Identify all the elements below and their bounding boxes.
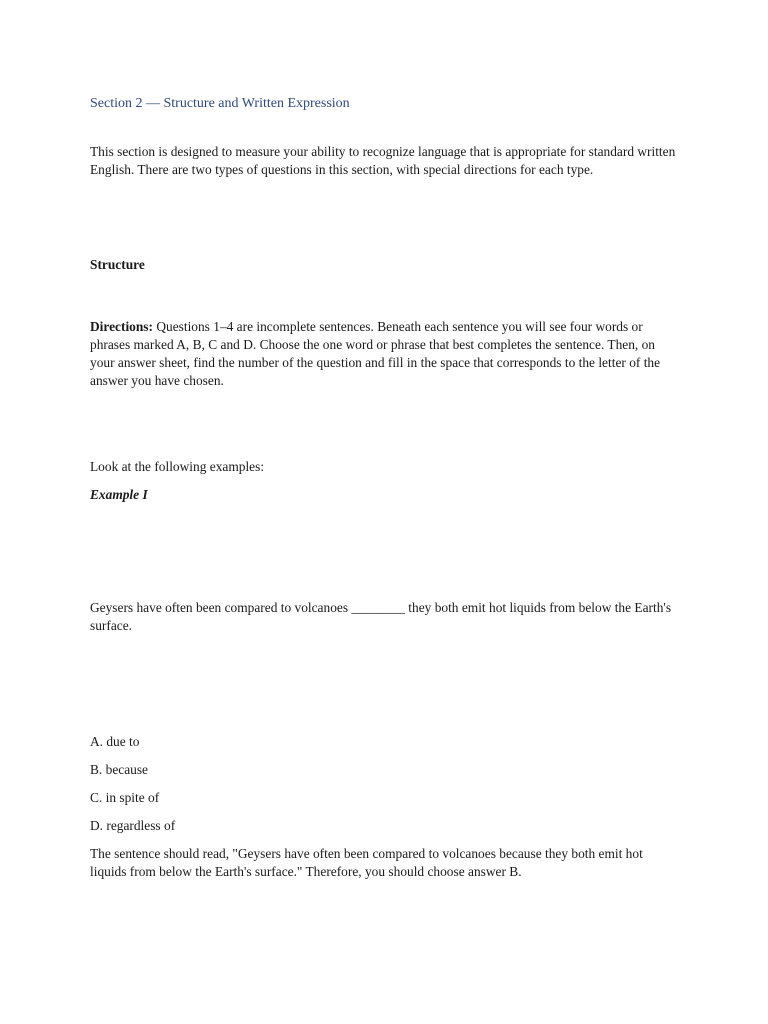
intro-paragraph: This section is designed to measure your ability to recognize language that is appropriate for standard written English. There are two types of questions in this section, with special directions for each type. [90, 144, 676, 177]
section-heading: Section 2 — Structure and Written Expression [90, 96, 350, 111]
directions-lead: Directions: [90, 319, 153, 334]
look-text: Look at the following examples: [90, 459, 265, 474]
structure-title: Structure [90, 257, 145, 272]
directions-paragraph [90, 318, 680, 390]
example-title: Example I [90, 487, 148, 502]
directions-text: Questions 1–4 are incomplete sentences. Beneath each sentence you will see four words or phrases marked A, B, C and D. Choose the one word or phrase that best completes the sentence. Then, on your answer sheet, find the number of the question and fill in the space that corresponds to the letter of the answer you have chosen. [90, 319, 661, 388]
option-d: D. regardless of [90, 818, 176, 833]
example-question: Geysers have often been compared to volcanoes ________ they both emit hot liquids from below the Earth's surface. [90, 600, 672, 633]
option-a: A. due to [90, 734, 140, 749]
explanation-paragraph: The sentence should read, "Geysers have often been compared to volcanoes because they both emit hot liquids from below the Earth's surface." Therefore, you should choose answer B. [90, 846, 643, 879]
option-b: B. because [90, 762, 149, 777]
option-c: C. in spite of [90, 790, 160, 805]
